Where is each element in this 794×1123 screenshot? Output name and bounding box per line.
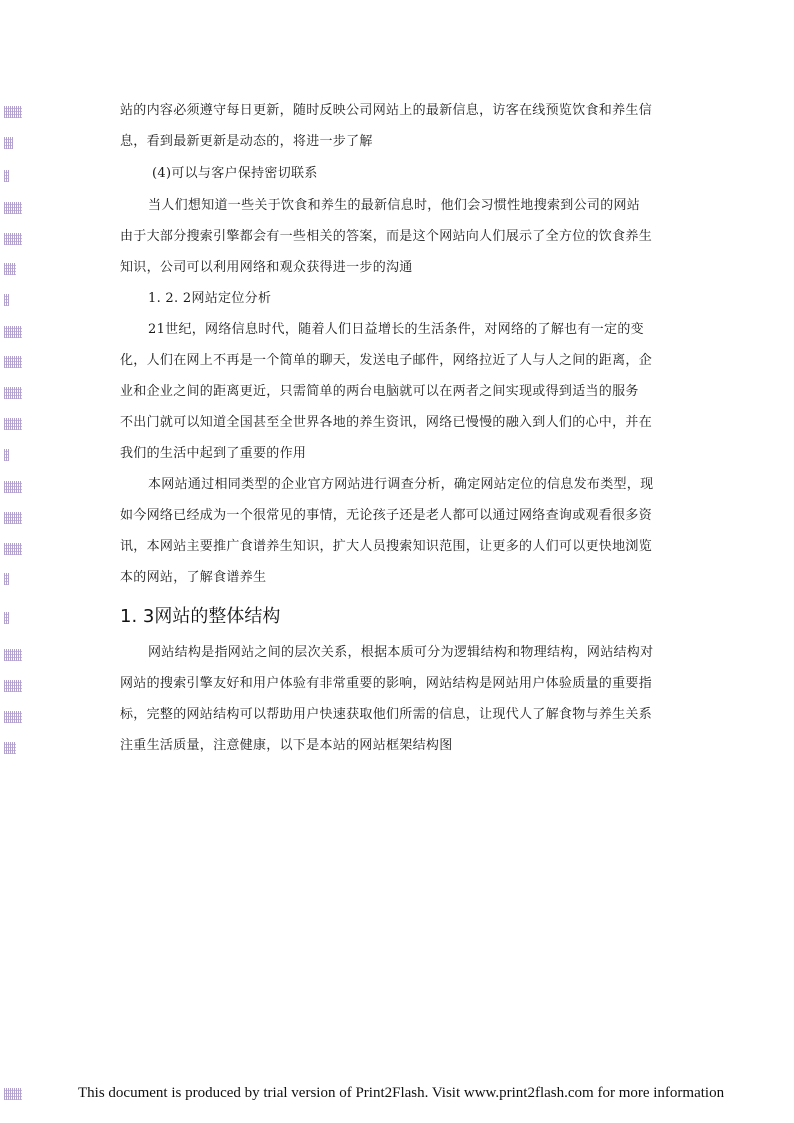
margin-artifact [4, 1088, 22, 1100]
paragraph-line: 注重生活质量，注意健康，以下是本站的网站框架结构图 [120, 738, 453, 753]
paragraph-line: 业和企业之间的距离更近，只需简单的两台电脑就可以在两者之间实现或得到适当的服务 [120, 384, 639, 399]
section-heading-1-2-2: 1. 2. 2网站定位分析 [148, 291, 272, 306]
margin-artifact [4, 170, 9, 182]
paragraph-line: 当人们想知道一些关于饮食和养生的最新信息时，他们会习惯性地搜索到公司的网站 [148, 198, 641, 213]
margin-artifact [4, 711, 22, 723]
paragraph-line: 21世纪，网络信息时代，随着人们日益增长的生活条件，对网络的了解也有一定的变 [148, 322, 644, 337]
margin-artifact [4, 680, 22, 692]
margin-artifact [4, 543, 22, 555]
paragraph-line: 网站的搜索引擎友好和用户体验有非常重要的影响，网站结构是网站用户体验质量的重要指 [120, 676, 653, 691]
margin-artifact [4, 137, 13, 149]
paragraph-line: 本网站通过相同类型的企业官方网站进行调查分析，确定网站定位的信息发布类型，现 [148, 477, 654, 492]
margin-artifact [4, 449, 9, 461]
paragraph-line: 我们的生活中起到了重要的作用 [120, 446, 307, 461]
margin-artifact [4, 233, 22, 245]
margin-artifact [4, 418, 22, 430]
section-heading-1-3: 1. 3网站的整体结构 [120, 606, 281, 627]
margin-artifact [4, 742, 16, 754]
paragraph-line: 化，人们在网上不再是一个简单的聊天，发送电子邮件，网络拉近了人与人之间的距离，企 [120, 353, 653, 368]
paragraph-line: 站的内容必须遵守每日更新，随时反映公司网站上的最新信息，访客在线预览饮食和养生信 [120, 103, 653, 118]
margin-artifact [4, 356, 22, 368]
trial-version-footer: This document is produced by trial version of Print2Flash. Visit www.print2flash.com for more information [78, 1085, 725, 1101]
margin-artifact [4, 512, 22, 524]
margin-artifact [4, 573, 9, 585]
margin-artifact [4, 612, 9, 624]
margin-artifact [4, 326, 22, 338]
margin-artifact [4, 649, 22, 661]
margin-artifact [4, 387, 22, 399]
paragraph-line: 网站结构是指网站之间的层次关系，根据本质可分为逻辑结构和物理结构，网站结构对 [148, 645, 654, 660]
left-margin-artifacts [0, 0, 28, 1123]
margin-artifact [4, 294, 9, 306]
paragraph-line: 知识，公司可以利用网络和观众获得进一步的沟通 [120, 260, 413, 275]
paragraph-line: 讯，本网站主要推广食谱养生知识，扩大人员搜索知识范围，让更多的人们可以更快地浏览 [120, 539, 653, 554]
paragraph-line: 息，看到最新更新是动态的，将进一步了解 [120, 134, 373, 149]
paragraph-line: 由于大部分搜索引擎都会有一些相关的答案，而是这个网站向人们展示了全方位的饮食养生 [120, 229, 653, 244]
margin-artifact [4, 263, 16, 275]
paragraph-line: 标，完整的网站结构可以帮助用户快速获取他们所需的信息，让现代人了解食物与养生关系 [120, 707, 653, 722]
margin-artifact [4, 106, 22, 118]
paragraph-line: 如今网络已经成为一个很常见的事情，无论孩子还是老人都可以通过网络查询或观看很多资 [120, 508, 653, 523]
margin-artifact [4, 202, 22, 214]
margin-artifact [4, 481, 22, 493]
paragraph-line: 不出门就可以知道全国甚至全世界各地的养生资讯，网络已慢慢的融入到人们的心中，并在 [120, 415, 653, 430]
paragraph-line: 本的网站，了解食谱养生 [120, 570, 267, 585]
list-item-4: (4)可以与客户保持密切联系 [152, 166, 318, 181]
